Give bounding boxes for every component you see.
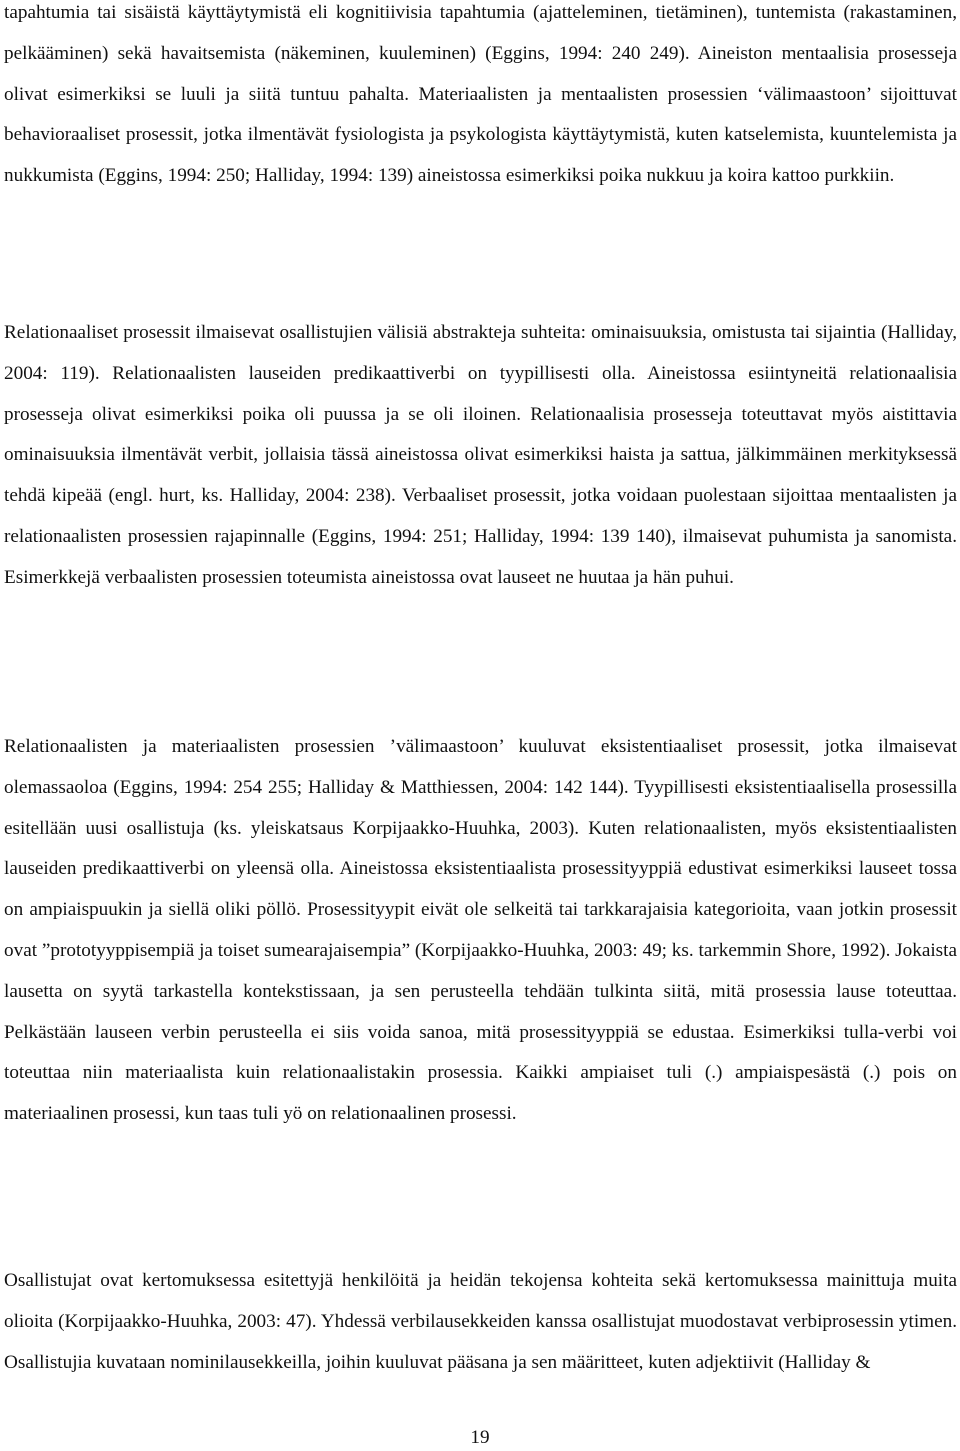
page-number: 19 <box>470 1427 490 1448</box>
paragraph-existential-processes: Relationaalisten ja materiaalisten prosessien ’välimaastoon’ kuuluvat eksistentiaaliset prosessit, jotka ilmaisevat olemassaoloa (Eggins, 1994: 254 255; Halliday & Matthiessen, 2004: 142 144). Tyypillisesti eksistentiaalisella prosessilla esitellään uusi osallistuja (ks. yleiskatsaus Korpijaakko-Huuhka, 2003). Kuten relationaalisten, myös eksistentiaalisten lauseiden predikaattiverbi on yleensä olla. Aineistossa eksistentiaalista prosessityyppiä edustivat esimerkiksi lauseet tossa on ampiaispuukin ja siellä oliki pöllö. Prosessityypit eivät ole selkeitä tai tarkkarajaisia kategorioita, vaan jotkin prosessit ovat ”prototyyppisempiä ja toiset sumearajaisempia” (Korpijaakko-Huuhka, 2003: 49; ks. tarkemmin Shore, 1992). Jokaista lausetta on syytä tarkastella kontekstissaan, ja sen perusteella tehdään tulkinta siitä, mitä prosessia lause toteuttaa. Pelkästään lauseen verbin perusteella ei siis voida sanoa, mitä prosessityyppiä se edustaa. Esimerkiksi tulla-verbi voi toteuttaa niin materiaalista kuin relationaalistakin prosessia. Kaikki ampiaiset tuli (.) ampiaispesästä (.) pois on materiaalinen prosessi, kun taas tuli yö on relationaalinen prosessi. <box>4 736 957 1125</box>
paragraph-relational-verbal-processes: Relationaaliset prosessit ilmaisevat osallistujien välisiä abstrakteja suhteita: ominaisuuksia, omistusta tai sijaintia (Halliday, 2004: 119). Relationaalisten lauseiden predikaattiverbi on tyypillisesti olla. Aineistossa esiintyneitä relationaalisia prosesseja olivat esimerkiksi poika oli puussa ja se oli iloinen. Relationaalisia prosesseja toteuttavat myös aistittavia ominaisuuksia ilmentävät verbit, jollaisia tässä aineistossa olivat esimerkiksi haista ja sattua, jälkimmäinen merkityksessä tehdä kipeää (engl. hurt, ks. Halliday, 2004: 238). Verbaaliset prosessit, jotka voidaan puolestaan sijoittaa mentaalisten ja relationaalisten prosessien rajapinnalle (Eggins, 1994: 251; Halliday, 1994: 139 140), ilmaisevat puhumista ja sanomista. Esimerkkejä verbaalisten prosessien toteumista aineistossa ovat lauseet ne huutaa ja hän puhui. <box>4 322 957 588</box>
paragraph-mental-behavioral-processes: tapahtumia tai sisäistä käyttäytymistä eli kognitiivisia tapahtumia (ajatteleminen, tietäminen), tuntemista (rakastaminen, pelkääminen) sekä havaitsemista (näkeminen, kuuleminen) (Eggins, 1994: 240 249). Aineiston mentaalisia prosesseja olivat esimerkiksi se luuli ja siitä tuntuu pahalta. Materiaalisten ja mentaalisten prosessien ‘välimaastoon’ sijoittuvat behavioraaliset prosessit, jotka ilmentävät fysiologista ja psykologista käyttäytymistä, kuten katselemista, kuuntelemista ja nukkumista (Eggins, 1994: 250; Halliday, 1994: 139) aineistossa esimerkiksi poika nukkuu ja koira kattoo purkkiin. <box>4 2 957 187</box>
paragraph-participants: Osallistujat ovat kertomuksessa esitettyjä henkilöitä ja heidän tekojensa kohteita sekä kertomuksessa mainittuja muita olioita (Korpijaakko-Huuhka, 2003: 47). Yhdessä verbilausekkeiden kanssa osallistujat muodostavat verbiprosessin ytimen. Osallistujia kuvataan nominilausekkeilla, joihin kuuluvat pääsana ja sen määritteet, kuten adjektiivit (Halliday & <box>4 1270 957 1373</box>
